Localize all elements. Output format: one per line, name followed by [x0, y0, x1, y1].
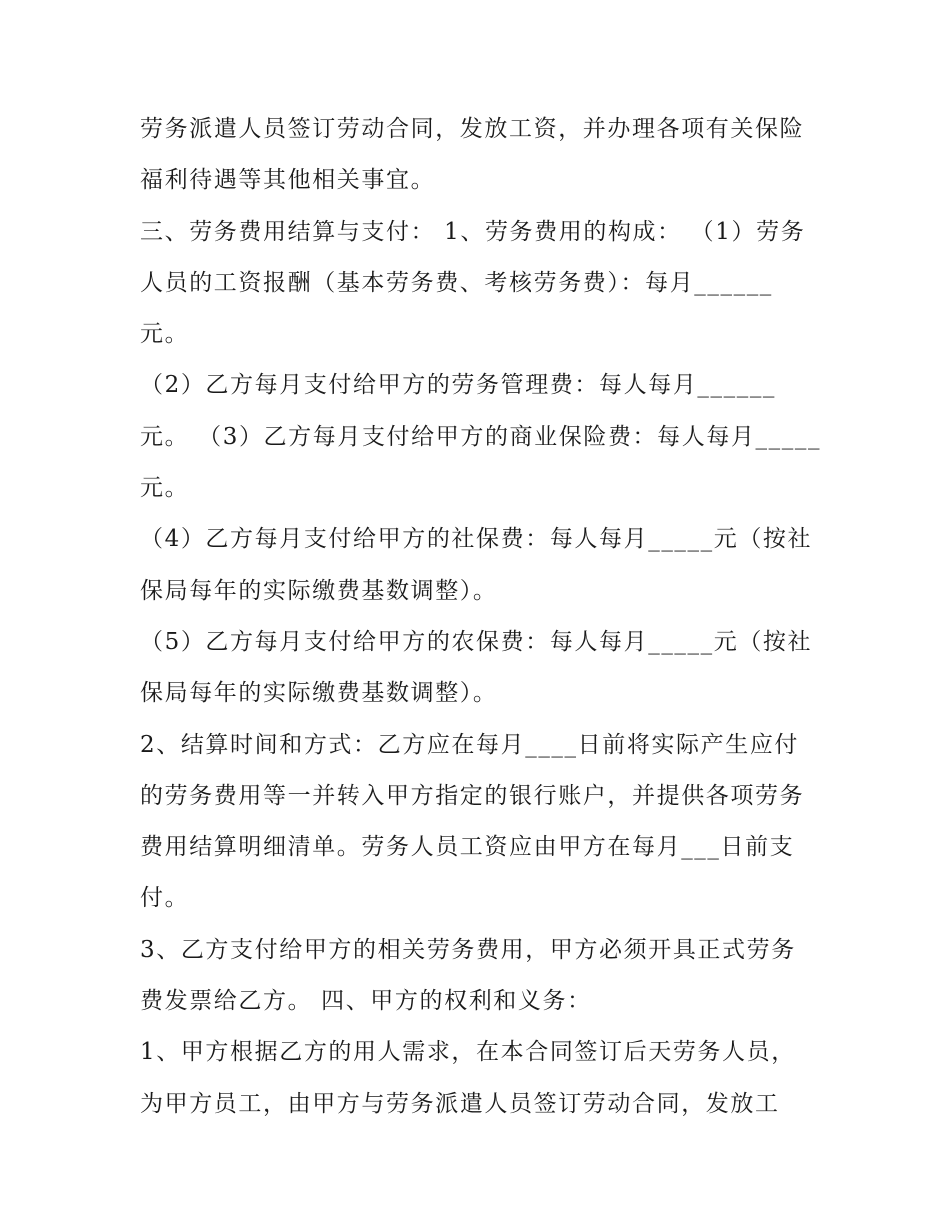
text-line: 元。 （3）乙方每月支付给甲方的商业保险费：每人每月_____	[140, 423, 822, 450]
document-body	[140, 104, 820, 1130]
text-line: 元。	[140, 321, 190, 348]
text-line: 元。	[140, 475, 190, 502]
text-line: （2）乙方每月支付给甲方的劳务管理费：每人每月______	[140, 372, 777, 399]
text-line: （5）乙方每月支付给甲方的农保费：每人每月_____元（按社	[140, 628, 813, 655]
text-line: 费发票给乙方。 四、甲方的权利和义务：	[140, 988, 592, 1015]
text-line: 保局每年的实际缴费基数调整）。	[140, 577, 498, 604]
text-line: 3、乙方支付给甲方的相关劳务费用，甲方必须开具正式劳务	[140, 936, 796, 963]
text-line: 福利待遇等其他相关事宜。	[140, 167, 436, 194]
text-line: 付。	[140, 885, 190, 912]
text-line: 费用结算明细清单。劳务人员工资应由甲方在每月___日前支	[140, 834, 795, 861]
text-line: 为甲方员工，由甲方与劳务派遣人员签订劳动合同，发放工	[140, 1090, 780, 1117]
text-line: 人员的工资报酬（基本劳务费、考核劳务费）：每月______	[140, 269, 773, 296]
text-line: 的劳务费用等一并转入甲方指定的银行账户，并提供各项劳务	[140, 782, 805, 809]
text-line: 保局每年的实际缴费基数调整）。	[140, 680, 498, 707]
text-line: （4）乙方每月支付给甲方的社保费：每人每月_____元（按社	[140, 526, 813, 553]
text-line: 三、劳务费用结算与支付： 1、劳务费用的构成： （1）劳务	[140, 218, 806, 245]
text-line: 2、结算时间和方式：乙方应在每月____日前将实际产生应付	[140, 731, 800, 758]
text-line: 1、甲方根据乙方的用人需求，在本合同签订后天劳务人员，	[140, 1039, 796, 1066]
text-line: 劳务派遣人员签订劳动合同，发放工资，并办理各项有关保险	[140, 116, 805, 142]
